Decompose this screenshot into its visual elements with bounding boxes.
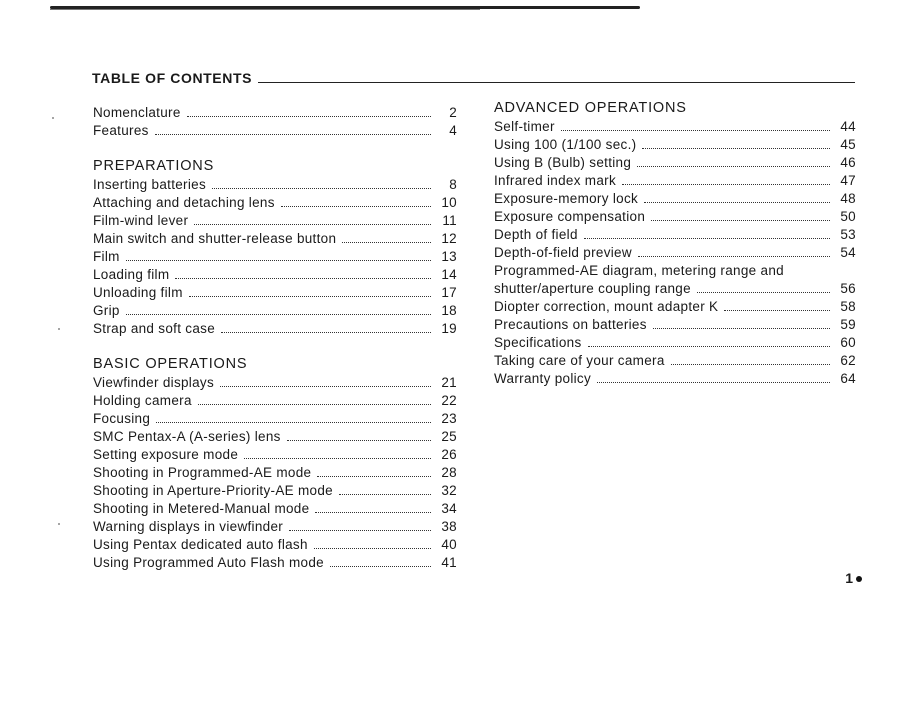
- toc-entry-label: Using Programmed Auto Flash mode: [93, 555, 324, 570]
- toc-entry-page: 18: [441, 303, 457, 318]
- dot-leader: [221, 332, 431, 333]
- toc-entry[interactable]: [494, 244, 856, 262]
- toc-entry-label: Shooting in Aperture-Priority-AE mode: [93, 483, 333, 498]
- dot-leader: [342, 242, 431, 243]
- toc-entry-page: 53: [840, 227, 856, 242]
- toc-entry[interactable]: [93, 500, 457, 518]
- toc-entry-label: Exposure-memory lock: [494, 191, 639, 206]
- toc-entry-label: Main switch and shutter-release button: [93, 231, 337, 246]
- toc-entry[interactable]: [93, 536, 457, 554]
- toc-entry-label: Warning displays in viewfinder: [93, 519, 284, 534]
- toc-section: [93, 104, 457, 140]
- toc-entry-label: Loading film: [93, 267, 170, 282]
- toc-entry[interactable]: [93, 410, 457, 428]
- toc-entry-label: Diopter correction, mount adapter K: [494, 299, 719, 314]
- toc-entry-label: Grip: [93, 303, 120, 318]
- toc-entry-page: 45: [840, 137, 856, 152]
- dot-leader: [622, 184, 830, 185]
- toc-entry[interactable]: [93, 230, 457, 248]
- dot-leader: [244, 458, 431, 459]
- toc-entry-label: Specifications: [494, 335, 582, 350]
- dot-leader: [220, 386, 431, 387]
- dot-leader: [638, 256, 830, 257]
- dot-leader: [339, 494, 431, 495]
- toc-entry[interactable]: [93, 266, 457, 284]
- dot-leader: [724, 310, 830, 311]
- toc-entry[interactable]: [93, 428, 457, 446]
- toc-entry[interactable]: [93, 554, 457, 572]
- toc-entry-label: Using Pentax dedicated auto flash: [93, 537, 308, 552]
- toc-entry-label: Using 100 (1/100 sec.): [494, 137, 637, 152]
- toc-entry-label: Taking care of your camera: [494, 353, 665, 368]
- toc-entry-label: Shooting in Programmed-AE mode: [93, 465, 312, 480]
- toc-entry-page: 17: [441, 285, 457, 300]
- toc-entry-label: Depth-of-field preview: [494, 245, 632, 260]
- page-number-text: 1: [845, 570, 853, 586]
- toc-entry[interactable]: [93, 446, 457, 464]
- dot-leader: [156, 422, 431, 423]
- toc-entry-label: Programmed-AE diagram, metering range and: [494, 263, 784, 278]
- toc-entry-page: 21: [441, 375, 457, 390]
- toc-entry-page: 12: [441, 231, 457, 246]
- toc-entry[interactable]: [93, 248, 457, 266]
- right-column: [494, 98, 856, 404]
- dot-leader: [194, 224, 431, 225]
- toc-entry[interactable]: [494, 370, 856, 388]
- left-column: [93, 104, 457, 588]
- toc-entry[interactable]: [93, 302, 457, 320]
- section-heading: BASIC OPERATIONS: [93, 356, 248, 372]
- page-number: [845, 570, 862, 586]
- toc-entry[interactable]: [494, 316, 856, 334]
- toc-entry-page: 56: [840, 281, 856, 296]
- toc-entry-page: 14: [441, 267, 457, 282]
- section-heading: PREPARATIONS: [93, 158, 215, 174]
- toc-entry[interactable]: [494, 334, 856, 352]
- toc-entry-label: Warranty policy: [494, 371, 592, 386]
- dot-leader: [644, 202, 830, 203]
- toc-entry-page: 28: [441, 465, 457, 480]
- toc-entry-page: 10: [441, 195, 457, 210]
- toc-entry-page: 50: [840, 209, 856, 224]
- dot-leader: [651, 220, 830, 221]
- toc-entry-page: 59: [840, 317, 856, 332]
- dot-leader: [637, 166, 830, 167]
- dot-leader: [642, 148, 830, 149]
- toc-entry-page: 22: [441, 393, 457, 408]
- dot-leader: [597, 382, 830, 383]
- toc-heading: [92, 68, 855, 86]
- toc-entry-page: 26: [441, 447, 457, 462]
- toc-entry[interactable]: [494, 352, 856, 370]
- toc-entry-page: 41: [441, 555, 457, 570]
- toc-section: [93, 156, 457, 338]
- section-heading: ADVANCED OPERATIONS: [494, 100, 687, 116]
- toc-entry[interactable]: [494, 154, 856, 172]
- toc-entry-label: SMC Pentax-A (A-series) lens: [93, 429, 281, 444]
- dot-leader: [126, 314, 431, 315]
- toc-entry[interactable]: [494, 208, 856, 226]
- toc-entry[interactable]: [494, 118, 856, 136]
- dot-leader: [653, 328, 830, 329]
- toc-entry[interactable]: [93, 392, 457, 410]
- dot-leader: [212, 188, 431, 189]
- toc-entry-label: shutter/aperture coupling range: [494, 281, 691, 296]
- toc-entry-label: Setting exposure mode: [93, 447, 239, 462]
- dot-leader: [317, 476, 431, 477]
- toc-entry-page: 40: [441, 537, 457, 552]
- toc-entry[interactable]: [93, 176, 457, 194]
- toc-entry-page: 46: [840, 155, 856, 170]
- scan-speck: [52, 117, 54, 119]
- dot-leader: [187, 116, 431, 117]
- toc-entry-page: 8: [449, 177, 457, 192]
- toc-entry-label: Self-timer: [494, 119, 555, 134]
- toc-entry[interactable]: [93, 320, 457, 338]
- dot-leader: [281, 206, 431, 207]
- toc-entry-label: Nomenclature: [93, 105, 181, 120]
- toc-entry-label: Attaching and detaching lens: [93, 195, 275, 210]
- dot-leader: [671, 364, 830, 365]
- toc-entry[interactable]: [494, 190, 856, 208]
- toc-entry[interactable]: [494, 172, 856, 190]
- toc-entry[interactable]: [93, 284, 457, 302]
- toc-entry[interactable]: [93, 464, 457, 482]
- dot-leader: [189, 296, 431, 297]
- toc-entry-label: Shooting in Metered-Manual mode: [93, 501, 310, 516]
- toc-entry[interactable]: [93, 518, 457, 536]
- toc-entry[interactable]: [93, 122, 457, 140]
- toc-entry-page: 38: [441, 519, 457, 534]
- toc-entry-page: 64: [840, 371, 856, 386]
- dot-leader: [561, 130, 830, 131]
- dot-leader: [198, 404, 431, 405]
- scan-speck: [58, 523, 60, 525]
- dot-leader: [289, 530, 431, 531]
- toc-entry-page: 48: [840, 191, 856, 206]
- toc-entry-page: 34: [441, 501, 457, 516]
- dot-leader: [175, 278, 431, 279]
- toc-entry-page: 60: [840, 335, 856, 350]
- toc-entry[interactable]: [494, 262, 856, 280]
- toc-entry-label: Infrared index mark: [494, 173, 616, 188]
- toc-entry-page: 32: [441, 483, 457, 498]
- toc-entry-page: 23: [441, 411, 457, 426]
- page-dot-icon: [856, 576, 862, 582]
- toc-entry-label: Precautions on batteries: [494, 317, 647, 332]
- scan-speck: [58, 328, 60, 330]
- toc-entry-label: Depth of field: [494, 227, 578, 242]
- top-edge-rule: [50, 6, 640, 9]
- dot-leader: [287, 440, 431, 441]
- toc-entry[interactable]: [494, 280, 856, 298]
- toc-entry-page: 2: [449, 105, 457, 120]
- dot-leader: [330, 566, 431, 567]
- toc-entry-label: Viewfinder displays: [93, 375, 215, 390]
- toc-entry-label: Using B (Bulb) setting: [494, 155, 632, 170]
- toc-entry-label: Film-wind lever: [93, 213, 189, 228]
- toc-entry-page: 11: [442, 213, 457, 228]
- toc-entry[interactable]: [494, 136, 856, 154]
- toc-entry[interactable]: [494, 226, 856, 244]
- dot-leader: [588, 346, 831, 347]
- toc-entry-label: Film: [93, 249, 120, 264]
- toc-entry-label: Focusing: [93, 411, 151, 426]
- toc-entry[interactable]: [93, 482, 457, 500]
- dot-leader: [126, 260, 431, 261]
- toc-entry-label: Inserting batteries: [93, 177, 207, 192]
- toc-entry-page: 58: [840, 299, 856, 314]
- dot-leader: [697, 292, 830, 293]
- toc-entry-page: 25: [441, 429, 457, 444]
- toc-entry-label: Strap and soft case: [93, 321, 216, 336]
- toc-entry-page: 19: [441, 321, 457, 336]
- toc-entry-page: 47: [840, 173, 856, 188]
- toc-entry-page: 54: [840, 245, 856, 260]
- toc-entry[interactable]: [93, 104, 457, 122]
- toc-entry[interactable]: [494, 298, 856, 316]
- dot-leader: [584, 238, 830, 239]
- toc-entry-label: Unloading film: [93, 285, 183, 300]
- toc-section: [494, 98, 856, 388]
- toc-entry[interactable]: [93, 194, 457, 212]
- dot-leader: [314, 548, 431, 549]
- dot-leader: [315, 512, 431, 513]
- toc-entry[interactable]: [93, 374, 457, 392]
- toc-entry-page: 44: [840, 119, 856, 134]
- toc-entry-page: 4: [449, 123, 457, 138]
- toc-title: TABLE OF CONTENTS: [92, 70, 253, 86]
- toc-entry-label: Exposure compensation: [494, 209, 646, 224]
- toc-entry-label: Holding camera: [93, 393, 192, 408]
- toc-section: [93, 354, 457, 572]
- dot-leader: [155, 134, 431, 135]
- toc-entry-label: Features: [93, 123, 149, 138]
- toc-entry[interactable]: [93, 212, 457, 230]
- heading-rule: [258, 82, 855, 83]
- toc-entry-page: 62: [840, 353, 856, 368]
- toc-entry-page: 13: [441, 249, 457, 264]
